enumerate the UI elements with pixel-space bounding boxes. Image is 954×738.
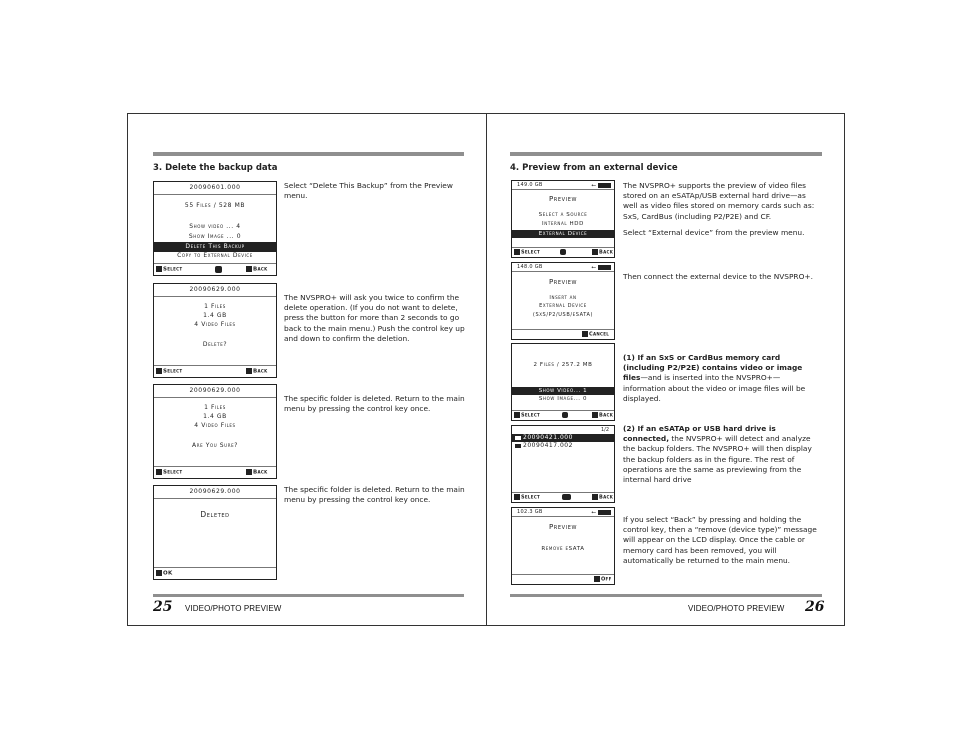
description-select-delete: [284, 181, 466, 201]
lcd-separator: [154, 194, 276, 195]
lcd-external-device-label: External Device: [539, 303, 587, 309]
lcd-folder-row: 20090421.000: [512, 434, 614, 442]
description-text: If you select “Back” by pressing and holding the control key, then a “remove (device type)” message will appear on the LCD display. Once the cable or memory card has been removed, you will automatically be returned to the main menu.: [623, 515, 817, 565]
esata-bold-text: (2) If an eSATAp or USB hard drive is connected,: [623, 424, 776, 444]
lcd-back-button: Back: [246, 469, 268, 476]
lcd-screen-select-source: [511, 180, 615, 258]
description-esata: [623, 424, 821, 485]
description-connect: [623, 272, 821, 282]
lcd-screen-backup-folders: [511, 425, 615, 503]
description-folder-deleted-1: [284, 394, 466, 414]
lcd-sure-question: Are You Sure?: [192, 442, 238, 449]
lcd-folder-header: 20090601.000: [189, 184, 241, 191]
lcd-show-image-item: Show Image... 0: [538, 396, 588, 402]
esata-rest-text: the NVSPRO+ will detect and analyze the backup folders. The NVSPRO+ will then display the backup folders as in the figure. The rest of operations are the same as previewing from the internal hard drive: [623, 434, 812, 485]
lcd-footer-line: [154, 466, 276, 467]
lcd-footer-line: [512, 329, 614, 330]
folder-icon: [515, 444, 521, 448]
description-text: Select “Delete This Backup” from the Preview menu.: [284, 181, 453, 201]
lcd-summary: 55 Files / 528 MB: [184, 202, 246, 209]
lcd-screen-are-you-sure: [153, 384, 277, 479]
lcd-select-button: Select: [514, 249, 540, 256]
lcd-pager: 1/2: [600, 427, 609, 433]
lcd-select-button: Select: [156, 266, 182, 273]
usb-battery-icon: ⭠: [591, 264, 611, 272]
description-folder-deleted-2: [284, 485, 466, 505]
lcd-folder-row: 20090417.002: [515, 442, 573, 449]
lcd-select-button: Select: [514, 494, 540, 501]
lcd-file-count: 1 Files: [204, 404, 226, 411]
lcd-insert-label: Insert an: [549, 295, 577, 301]
lcd-folder-header: 20090629.000: [189, 387, 241, 394]
lcd-footer-line: [512, 410, 614, 411]
lcd-show-video: Show video ... 4: [189, 223, 241, 230]
lcd-screen-delete-confirm: [153, 283, 277, 378]
footer-label-left: VIDEO/PHOTO PREVIEW: [185, 604, 282, 613]
lcd-separator: [154, 498, 276, 499]
lcd-ok-button: OK: [156, 570, 173, 577]
description-text: Select “External device” from the preview menu.: [623, 227, 805, 237]
description-text: The NVSPRO+ supports the preview of video files stored on an eSATAp/USB external hard drive—as well as video files stored on memory cards such as: SxS, CardBus (including P2/P2E) and CF.: [623, 181, 815, 221]
lcd-select-source-label: Select a Source: [538, 212, 588, 218]
section-heading-right: 4. Preview from an external device: [510, 163, 678, 173]
lcd-capacity: 148.0 GB: [517, 264, 543, 270]
lcd-footer-line: [154, 365, 276, 366]
lcd-back-button: Back: [592, 249, 613, 256]
lcd-capacity: 149.0 GB: [517, 182, 543, 188]
lcd-folder-header: 20090629.000: [189, 286, 241, 293]
lcd-screen-remove-esata: [511, 507, 615, 585]
lcd-folder-header: 20090629.000: [189, 488, 241, 495]
description-text: [623, 424, 821, 485]
lcd-footer-line: [512, 247, 614, 248]
lcd-screen-deleted: [153, 485, 277, 580]
description-text: The specific folder is deleted. Return to the main menu by pressing the control key once.: [284, 485, 465, 505]
lcd-back-button: Back: [592, 412, 613, 419]
card-bold-text: (1) If an SxS or CardBus memory card (including P2/P2E) contains video or image files: [623, 353, 803, 383]
lcd-title: Preview: [548, 278, 578, 286]
lcd-footer-line: [154, 263, 276, 264]
lcd-summary: 2 Files / 257.2 MB: [533, 362, 593, 368]
lcd-file-count: 1 Files: [204, 303, 226, 310]
lcd-back-button: Back: [246, 266, 268, 273]
folder-icon: [515, 436, 521, 440]
lcd-external-device-item: External Device: [512, 230, 614, 238]
lcd-select-button: Select: [156, 469, 182, 476]
lcd-copy-external-item: Copy to External Device: [177, 252, 253, 259]
lcd-separator: [512, 189, 614, 190]
lcd-delete-backup-item: Delete This Backup: [154, 242, 276, 252]
lcd-footer-line: [512, 574, 614, 575]
page-number-right: 26: [805, 599, 825, 615]
card-rest-text: —and is inserted into the NVSPRO+—information about the video or image files will be displayed.: [623, 373, 806, 403]
lcd-deleted-message: Deleted: [200, 510, 230, 519]
lcd-separator: [512, 516, 614, 517]
nav-key-icon: [560, 249, 566, 255]
lcd-show-video-item: Show Video... 1: [512, 387, 614, 395]
description-back: [623, 515, 821, 566]
lcd-separator: [154, 296, 276, 297]
lcd-footer-line: [512, 492, 614, 493]
description-confirm-twice: [284, 293, 466, 344]
nav-key-icon: [215, 266, 222, 273]
lcd-title: Preview: [548, 195, 578, 203]
lcd-video-files: 4 Video Files: [194, 321, 236, 328]
description-memory-card: [623, 353, 821, 404]
lcd-footer-line: [154, 567, 276, 568]
page-number-left: 25: [153, 599, 173, 615]
lcd-back-button: Back: [592, 494, 613, 501]
lcd-video-files: 4 Video Files: [194, 422, 236, 429]
description-text: [623, 353, 821, 404]
lcd-size: 1.4 GB: [203, 413, 227, 420]
description-text: The NVSPRO+ will ask you twice to confirm the delete operation. (If you do not want to delete, press the button for more than 2 seconds to go back to the main menu.) Push the control key up and down to confirm the deletion.: [284, 293, 465, 343]
top-rule-left: [153, 152, 464, 156]
bottom-rule-right: [510, 594, 822, 597]
description-intro: [623, 181, 821, 238]
lcd-show-image: Show Image ... 0: [188, 233, 242, 240]
lcd-cancel-button: Cancel: [582, 331, 609, 338]
bottom-rule-left: [153, 594, 464, 597]
lcd-screen-insert-device: [511, 262, 615, 340]
lcd-off-button: Off: [594, 576, 612, 583]
section-heading-left: 3. Delete the backup data: [153, 163, 278, 173]
footer-label-right: VIDEO/PHOTO PREVIEW: [688, 604, 785, 613]
nav-key-icon: [562, 412, 568, 418]
page-divider: [486, 113, 487, 626]
lcd-remove-esata-label: Remove eSATA: [541, 546, 585, 552]
lcd-screen-delete-menu: [153, 181, 277, 276]
description-text: Then connect the external device to the NVSPRO+.: [623, 272, 813, 281]
lcd-internal-hdd-item: Internal HDD: [542, 221, 584, 227]
lcd-delete-question: Delete?: [202, 341, 228, 348]
lcd-title: Preview: [548, 523, 578, 531]
lcd-screen-card-files: [511, 343, 615, 421]
usb-battery-icon: ⭠: [591, 509, 611, 517]
usb-battery-icon: ⭠: [591, 182, 611, 190]
lcd-size: 1.4 GB: [203, 312, 227, 319]
lcd-separator: [154, 397, 276, 398]
lcd-select-button: Select: [514, 412, 540, 419]
lcd-device-types: (SxS/P2/USB/eSATA): [532, 312, 594, 318]
lcd-back-button: Back: [246, 368, 268, 375]
top-rule-right: [510, 152, 822, 156]
lcd-select-button: Select: [156, 368, 182, 375]
lcd-separator: [512, 271, 614, 272]
nav-key-icon: [562, 494, 571, 500]
lcd-capacity: 102.3 GB: [517, 509, 543, 515]
description-text: The specific folder is deleted. Return to the main menu by pressing the control key once.: [284, 394, 465, 414]
